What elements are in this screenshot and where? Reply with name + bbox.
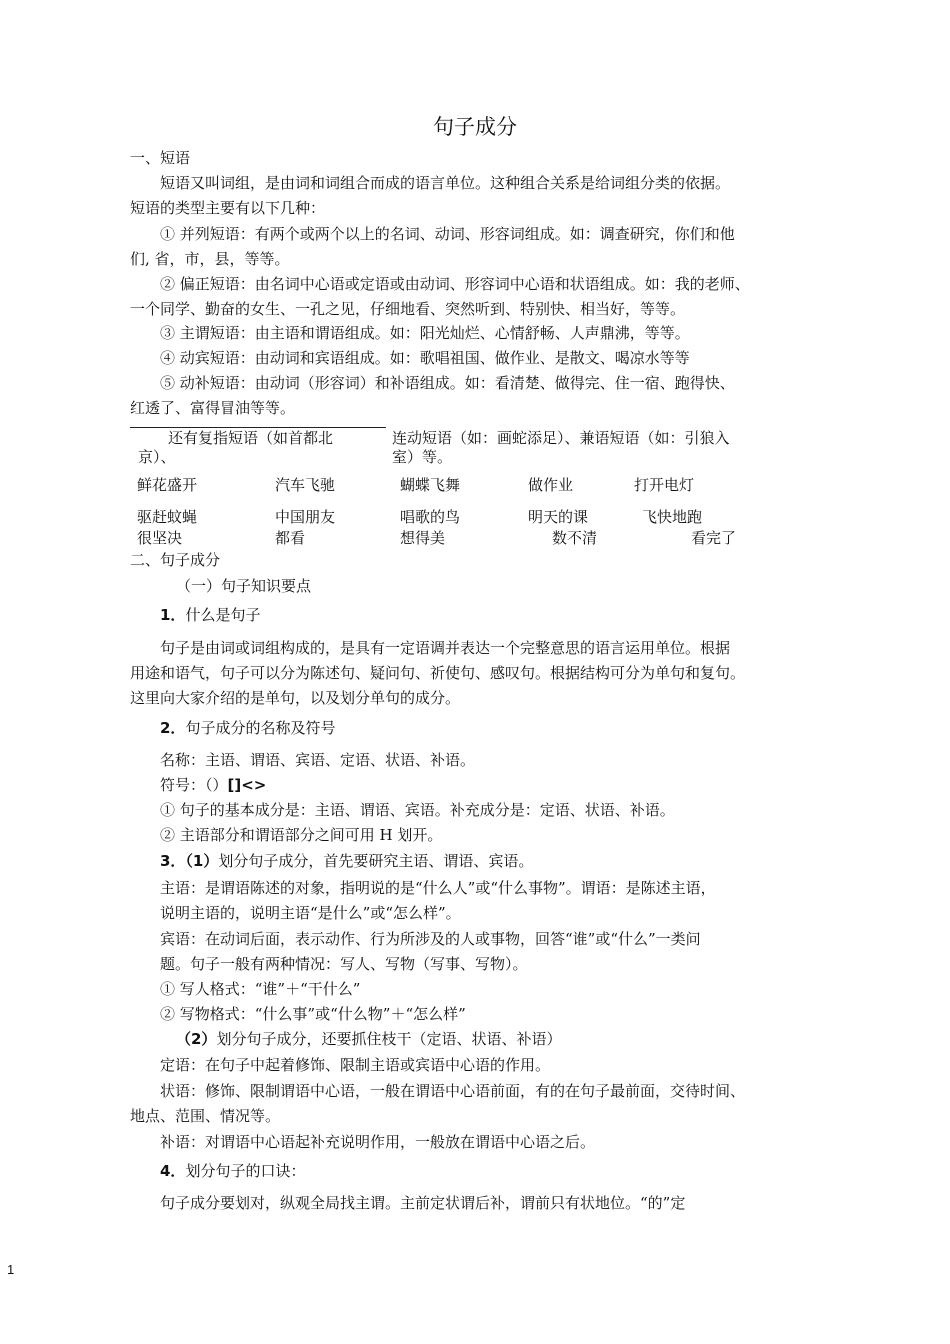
example-phrase: 唱歌的鸟 [400, 508, 461, 526]
example-phrase: 中国朋友 [275, 508, 336, 526]
point-3-heading: 3．（1）划分句子成分，首先要研究主语、谓语、宾语。 [160, 852, 534, 870]
page-title: 句子成分 [433, 115, 517, 139]
point-4-heading: 4．划分句子的口诀： [160, 1162, 306, 1180]
phrase-type-5-line-2: 红透了、富得冒油等等。 [130, 399, 296, 417]
phrase-intro-line-2: 短语的类型主要有以下几种： [130, 199, 326, 217]
example-phrase: 都看 [275, 529, 306, 547]
extra-phrases-left-line-1: 还有复指短语（如首都北 [168, 429, 334, 447]
component-names: 名称：主语、谓语、宾语、定语、状语、补语。 [160, 751, 476, 769]
example-phrase: 很坚决 [137, 529, 183, 547]
component-symbols: 符号：（）[]<> [160, 776, 267, 794]
subject-def-line-1: 主语：是谓语陈述的对象，指明说的是“什么人”或“什么事物”。谓语：是陈述主语， [160, 879, 716, 897]
example-phrase: 鲜花盛开 [137, 476, 198, 494]
phrase-type-2-line-2: 一个同学、勤奋的女生、一孔之见，仔细地看、突然听到、特别快、相当好，等等。 [130, 300, 686, 318]
example-phrase: 明天的课 [528, 508, 589, 526]
point-2-note-2: ② 主语部分和谓语部分之间可用 H 划开。 [160, 826, 443, 844]
adverbial-def-line-2: 地点、范围、情况等。 [130, 1107, 281, 1125]
phrase-type-4: ④ 动宾短语：由动词和宾语组成。如：歌唱祖国、做作业、是散文、喝凉水等等 [160, 349, 690, 367]
point-1-line-2: 用途和语气，句子可以分为陈述句、疑问句、祈使句、感叹句。根据结构可分为单句和复句。 [130, 664, 746, 682]
section-1-heading: 一、短语 [130, 149, 191, 167]
point-1-line-3: 这里向大家介绍的是单句，以及划分单句的成分。 [130, 689, 461, 707]
phrase-type-1-line-1: ① 并列短语：有两个或两个以上的名词、动词、形容词组成。如：调查研究，你们和他 [160, 225, 735, 243]
example-phrase: 蝴蝶飞舞 [400, 476, 461, 494]
phrase-type-2-line-1: ② 偏正短语：由名词中心语或定语或由动词、形容词中心语和状语组成。如：我的老师、 [160, 275, 750, 293]
example-phrase: 做作业 [528, 476, 574, 494]
example-phrase: 看完了 [691, 529, 737, 547]
point-2-note-1: ① 句子的基本成分是：主语、谓语、宾语。补充成分是：定语、状语、补语。 [160, 801, 675, 819]
example-phrase: 想得美 [400, 529, 446, 547]
section-2-heading: 二、句子成分 [130, 551, 221, 569]
example-phrase: 数不清 [552, 529, 598, 547]
example-phrase: 汽车飞驰 [275, 476, 336, 494]
phrase-intro-line-1: 短语又叫词组，是由词和词组合而成的语言单位。这种组合关系是给词组分类的依据。 [160, 174, 731, 192]
extra-phrases-left-line-2: 京）、 [138, 448, 176, 466]
object-def-line-1: 宾语：在动词后面，表示动作、行为所涉及的人或事物，回答“谁”或“什么”一类问 [160, 930, 701, 948]
subsection-heading: （一）句子知识要点 [176, 577, 312, 595]
point-1-heading: 1．什么是句子 [160, 606, 261, 624]
format-people: ① 写人格式：“谁”＋“干什么” [160, 980, 361, 998]
attributive-def: 定语：在句子中起着修饰、限制主语或宾语中心语的作用。 [160, 1056, 551, 1074]
subject-def-line-2: 说明主语的，说明主语“是什么”或“怎么样”。 [160, 904, 461, 922]
extra-phrases-right-line-2: 室）等。 [392, 448, 453, 466]
format-things: ② 写物格式：“什么事”或“什么物”＋“怎么样” [160, 1005, 466, 1023]
point-1-line-1: 句子是由词或词组构成的，是具有一定语调并表达一个完整意思的语言运用单位。根据 [160, 639, 731, 657]
phrase-type-5-line-1: ⑤ 动补短语：由动词（形容词）和补语组成。如：看清楚、做得完、住一宿、跑得快、 [160, 374, 735, 392]
object-def-line-2: 题。句子一般有两种情况：写人、写物（写事、写物）。 [160, 955, 528, 973]
mnemonic-line-1: 句子成分要划对，纵观全局找主谓。主前定状谓后补，谓前只有状地位。“的”定 [160, 1194, 686, 1212]
example-phrase: 飞快地跑 [642, 508, 703, 526]
page-number: 1 [7, 1262, 15, 1277]
point-2-heading: 2．句子成分的名称及符号 [160, 719, 336, 737]
phrase-type-3: ③ 主谓短语：由主语和谓语组成。如：阳光灿烂、心情舒畅、人声鼎沸，等等。 [160, 324, 690, 342]
example-phrase: 驱赶蚊蝇 [137, 508, 198, 526]
extra-phrases-right-line-1: 连动短语（如：画蛇添足）、兼语短语（如：引狼入 [392, 429, 730, 447]
phrase-type-1-line-2: 们, 省，市，县，等等。 [130, 250, 290, 268]
example-phrase: 打开电灯 [634, 476, 695, 494]
complement-def: 补语：对谓语中心语起补充说明作用，一般放在谓语中心语之后。 [160, 1133, 596, 1151]
point-3-2-heading: （2）划分句子成分，还要抓住枝干（定语、状语、补语） [176, 1030, 562, 1048]
adverbial-def-line-1: 状语：修饰、限制谓语中心语，一般在谓语中心语前面，有的在句子最前面，交待时间、 [160, 1082, 746, 1100]
